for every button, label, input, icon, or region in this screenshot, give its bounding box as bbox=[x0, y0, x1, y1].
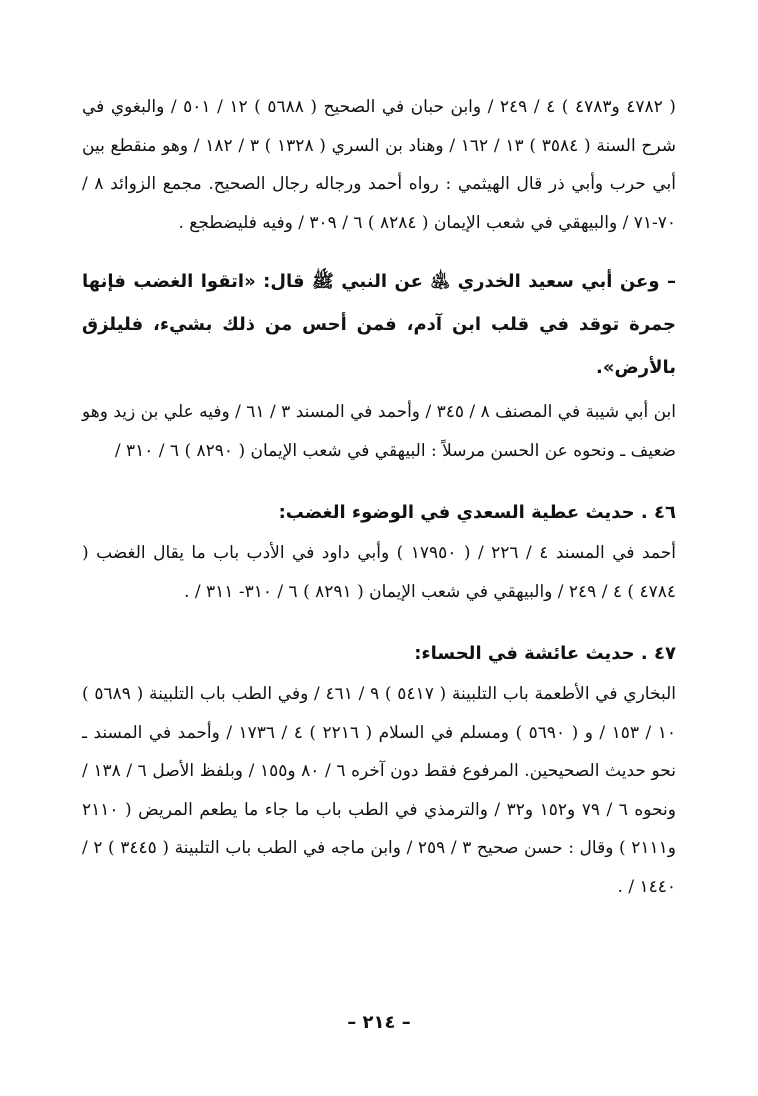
citation-paragraph-1: ( ٤٧٨٢ و٤٧٨٣ ) ٤ / ٢٤٩ / وابن حبان في الصحيح ( ٥٦٨٨ ) ١٢ / ٥٠١ / والبغوي في شرح السنة ( ٣٥٨٤ ) ١٣ / ١٦٢ / وهناد بن السري ( ١٣٢٨ ) ٣ / ١٨٢ / وهو منقطع بين أبي حرب وأبي ذر قال الهيثمي : رواه أحمد ورجاله رجال الصحيح. مجمع الزوائد ٨ / ٧٠-٧١ / والبيهقي في شعب الإيمان ( ٨٢٨٤ ) ٦ / ٣٠٩ / وفيه فليضطجع . bbox=[82, 97, 676, 233]
section-heading-46: ٤٦ . حديث عطية السعدي في الوضوء الغضب: bbox=[278, 502, 676, 523]
citation-paragraph-3: أحمد في المسند ٤ / ٢٢٦ / ( ١٧٩٥٠ ) وأبي داود في الأدب باب ما يقال الغضب ( ٤٧٨٤ ) ٤ / ٢٤٩ / والبيهقي في شعب الإيمان ( ٨٢٩١ ) ٦ / ٣١٠- ٣١١ / . bbox=[82, 543, 676, 602]
page-number: – ٢١٤ – bbox=[347, 1012, 411, 1033]
section-heading-47: ٤٧ . حديث عائشة في الحساء: bbox=[414, 643, 676, 664]
hadith-quote: – وعن أبي سعيد الخدري ﵁ عن النبي ﷺ قال: «اتقوا الغضب فإنها جمرة توقد في قلب ابن آدم، فمن أحس من ذلك بشيء، فليلزق بالأرض». bbox=[82, 271, 676, 378]
citation-paragraph-2: ابن أبي شيبة في المصنف ٨ / ٣٤٥ / وأحمد في المسند ٣ / ٦١ / وفيه علي بن زيد وهو ضعيف ـ ونحوه عن الحسن مرسلاً : البيهقي في شعب الإيمان ( ٨٢٩٠ ) ٦ / ٣١٠ / bbox=[82, 402, 676, 461]
citation-paragraph-4: البخاري في الأطعمة باب التلبينة ( ٥٤١٧ ) ٩ / ٤٦١ / وفي الطب باب التلبينة ( ٥٦٨٩ ) ١٠ / ١٥٣ / و ( ٥٦٩٠ ) ومسلم في السلام ( ٢٢١٦ ) ٤ / ١٧٣٦ / وأحمد في المسند ـ نحو حديث الصحيحين. المرفوع فقط دون آخره ٦ / ٨٠ و١٥٥ / وبلفظ الأصل ٦ / ١٣٨ / ونحوه ٦ / ٧٩ و١٥٢ و٣٢ / والترمذي في الطب باب ما جاء ما يطعم المريض ( ٢١١٠ و٢١١١ ) وقال : حسن صحيح ٣ / ٢٥٩ / وابن ماجه في الطب باب التلبينة ( ٣٤٤٥ ) ٢ / ١٤٤٠ / . bbox=[82, 684, 676, 897]
